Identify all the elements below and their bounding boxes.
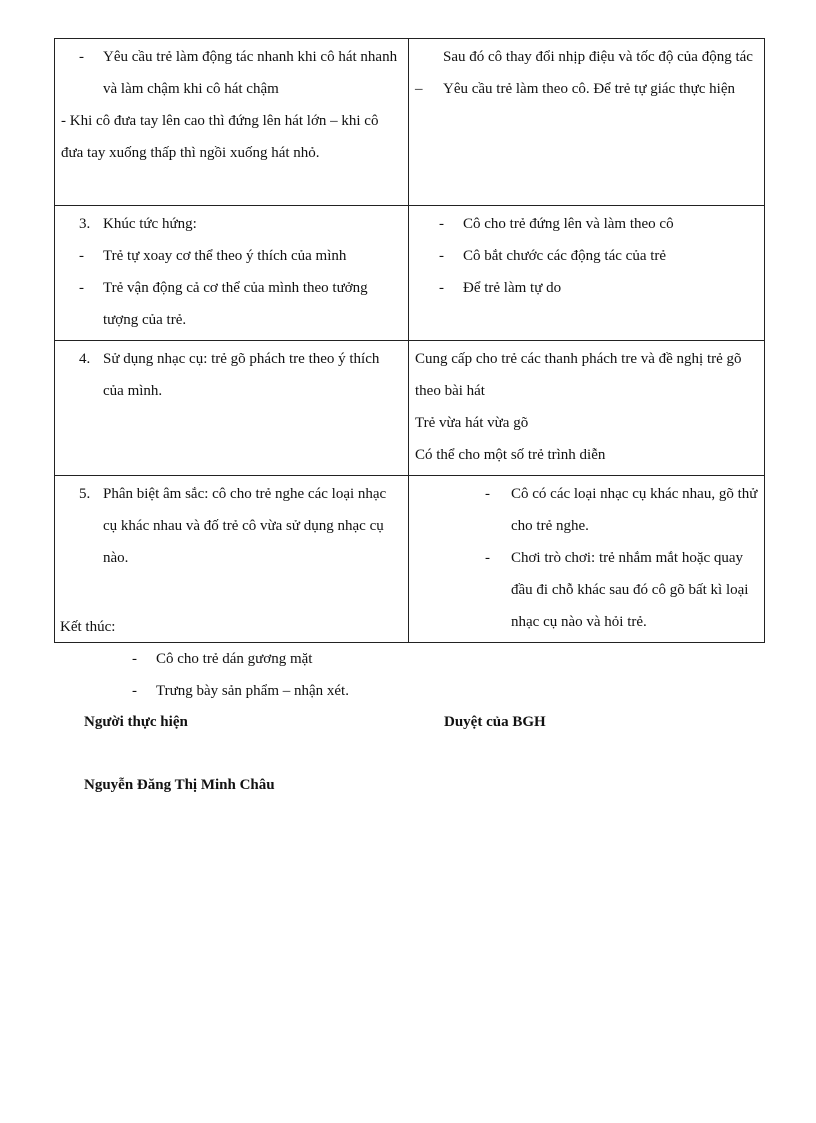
closing-section xyxy=(60,611,349,707)
list-text: Yêu cầu trẻ làm theo cô. Để trẻ tự giác thực hiện xyxy=(443,81,735,97)
list-text: Cung cấp cho trẻ các thanh phách tre và đề nghị trẻ gõ theo bài hát xyxy=(415,351,742,399)
performer-name: Nguyễn Đăng Thị Minh Châu xyxy=(84,777,275,793)
table-cell-left xyxy=(55,206,409,341)
list-text: Cô cho trẻ đứng lên và làm theo cô xyxy=(463,216,674,232)
list-marker: – xyxy=(415,81,423,97)
table-cell-right xyxy=(409,39,765,206)
list-text: Cô bắt chước các động tác của trẻ xyxy=(463,248,667,264)
list-text: Cô cho trẻ dán gương mặt xyxy=(156,651,313,667)
table-cell-left xyxy=(55,39,409,206)
list-item xyxy=(415,478,758,542)
list-item xyxy=(61,343,402,407)
list-text: - Khi cô đưa tay lên cao thì đứng lên hát lớn – khi cô đưa tay xuống thấp thì ngồi xuống hát nhỏ. xyxy=(61,113,379,161)
list-marker: - xyxy=(485,550,490,566)
list-item xyxy=(415,407,758,439)
list-item xyxy=(415,542,758,638)
list-item xyxy=(415,41,758,73)
list-marker: - xyxy=(79,280,84,296)
list-text: Có thể cho một số trẻ trình diễn xyxy=(415,447,606,463)
list-text: Trẻ tự xoay cơ thể theo ý thích của mình xyxy=(103,248,347,264)
table-row xyxy=(55,39,765,206)
list-text: Trẻ vừa hát vừa gõ xyxy=(415,415,529,431)
list-text: Sau đó cô thay đổi nhịp điệu và tốc độ của động tác xyxy=(443,49,753,65)
list-marker: - xyxy=(439,280,444,296)
list-text: Để trẻ làm tự do xyxy=(463,280,562,296)
list-marker: - xyxy=(439,216,444,232)
performer-label: Người thực hiện xyxy=(84,714,188,730)
list-item xyxy=(61,272,402,336)
list-marker: 3. xyxy=(79,216,91,232)
list-item xyxy=(61,478,402,574)
list-marker: - xyxy=(485,486,490,502)
approval-label: Duyệt của BGH xyxy=(444,714,546,730)
table-cell-right xyxy=(409,341,765,476)
list-marker: 5. xyxy=(79,486,91,502)
list-item xyxy=(61,240,402,272)
list-marker: - xyxy=(439,248,444,264)
list-item xyxy=(415,272,758,304)
list-text: Trưng bày sản phẩm – nhận xét. xyxy=(156,683,349,699)
activity-table xyxy=(54,38,765,643)
list-item xyxy=(61,208,402,240)
list-marker: - xyxy=(132,651,137,667)
list-text: Chơi trò chơi: trẻ nhắm mắt hoặc quay đầu đi chỗ khác sau đó cô gõ bất kì loại nhạc cụ nào và hỏi trẻ. xyxy=(511,550,749,630)
list-marker: - xyxy=(79,49,84,65)
list-text: Sử dụng nhạc cụ: trẻ gõ phách tre theo ý thích của mình. xyxy=(103,351,380,399)
list-item xyxy=(60,643,349,675)
list-item xyxy=(415,439,758,471)
list-item xyxy=(61,105,402,169)
list-text: Khúc tức hứng: xyxy=(103,216,197,232)
table-cell-left xyxy=(55,341,409,476)
table-row xyxy=(55,341,765,476)
closing-heading: Kết thúc: xyxy=(60,619,116,635)
list-marker: - xyxy=(132,683,137,699)
list-text: Yêu cầu trẻ làm động tác nhanh khi cô hát nhanh và làm chậm khi cô hát chậm xyxy=(103,49,398,97)
list-text: Phân biệt âm sắc: cô cho trẻ nghe các loại nhạc cụ khác nhau và đố trẻ cô vừa sử dụng nhạc cụ nào. xyxy=(103,486,387,566)
list-item xyxy=(61,41,402,105)
list-item xyxy=(415,343,758,407)
list-marker: 4. xyxy=(79,351,91,367)
list-text: Cô có các loại nhạc cụ khác nhau, gõ thử cho trẻ nghe. xyxy=(511,486,758,534)
list-text: Trẻ vận động cả cơ thể của mình theo tưởng tượng của trẻ. xyxy=(103,280,368,328)
list-item xyxy=(415,73,758,105)
list-item xyxy=(415,240,758,272)
table-cell-right xyxy=(409,206,765,341)
table-row xyxy=(55,206,765,341)
table-cell-right xyxy=(409,476,765,643)
list-marker: - xyxy=(79,248,84,264)
list-item xyxy=(415,208,758,240)
list-item xyxy=(60,675,349,707)
